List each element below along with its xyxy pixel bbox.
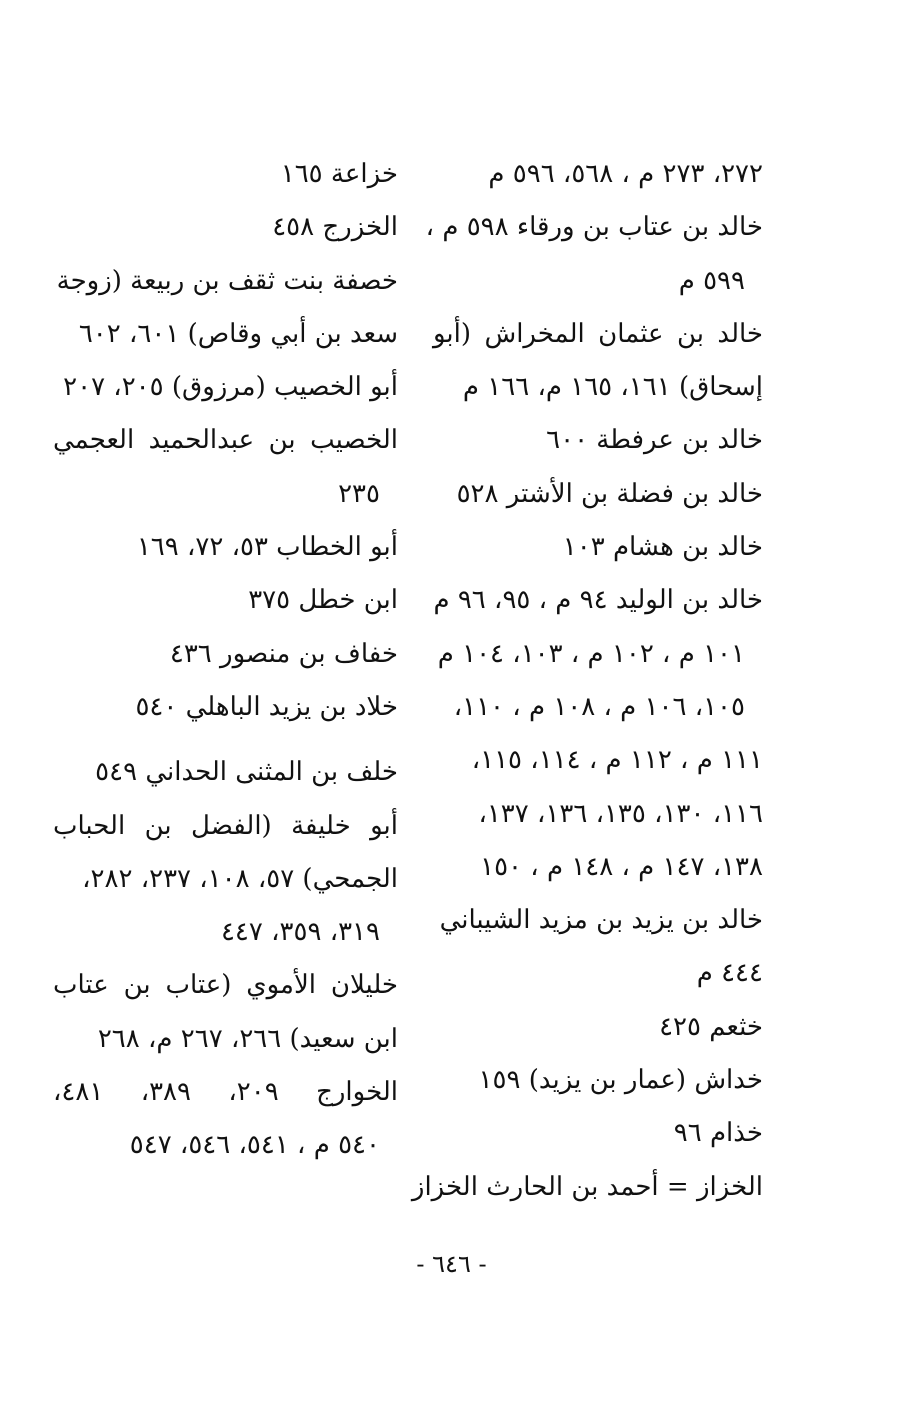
- index-line: الخزاز = أحمد بن الحارث الخزاز: [411, 1171, 763, 1202]
- index-line: خصفة بنت ثقف بن ربيعة (زوجة: [56, 265, 398, 296]
- index-line: الخزرج ٤٥٨: [272, 212, 398, 243]
- index-line: خالد بن هشام ١٠٣: [562, 532, 763, 563]
- index-line: الخصيب بن عبدالحميد العجمي: [53, 425, 398, 456]
- page-number: - ٦٤٦ -: [416, 1250, 487, 1278]
- index-line: خالد بن فضلة بن الأشتر ٥٢٨: [456, 478, 763, 509]
- index-line: ابن خطل ٣٧٥: [248, 585, 398, 616]
- index-line: ٢٣٥: [338, 478, 380, 509]
- index-line: ١١٦، ١٣٠، ١٣٥، ١٣٦، ١٣٧،: [478, 798, 763, 829]
- index-line: خلف بن المثنى الحداني ٥٤٩: [95, 757, 398, 788]
- index-line: إسحاق) ١٦١، ١٦٥ م، ١٦٦ م: [462, 372, 763, 403]
- index-line: خالد بن يزيد بن مزيد الشيباني: [439, 905, 763, 936]
- index-line: خفاف بن منصور ٤٣٦: [169, 638, 398, 669]
- index-line: خالد بن عتاب بن ورقاء ٥٩٨ م ،: [425, 212, 763, 243]
- index-line: خالد بن عرفطة ٦٠٠: [546, 425, 763, 456]
- index-column-left: [53, 148, 398, 1173]
- index-line: أبو الخصيب (مرزوق) ٢٠٥، ٢٠٧: [63, 372, 398, 403]
- index-line: خثعم ٤٢٥: [659, 1011, 763, 1042]
- index-line: خزاعة ١٦٥: [280, 159, 398, 189]
- index-line: خداش (عمار بن يزيد) ١٥٩: [478, 1065, 763, 1096]
- index-line: ٢٧٢، ٢٧٣ م ، ٥٦٨، ٥٩٦ م: [488, 159, 763, 189]
- index-line: خذام ٩٦: [673, 1118, 763, 1149]
- index-line: خلاد بن يزيد الباهلي ٥٤٠: [135, 691, 398, 722]
- index-line: سعد بن أبي وقاص) ٦٠١، ٦٠٢: [78, 318, 398, 349]
- index-line: ابن سعيد) ٢٦٦، ٢٦٧ م، ٢٦٨: [97, 1023, 398, 1054]
- index-line: الخوارج ٢٠٩، ٣٨٩، ٤٨١،: [53, 1077, 398, 1108]
- index-line: ١٠٥، ١٠٦ م ، ١٠٨ م ، ١١٠،: [453, 691, 745, 722]
- index-line: ٤٤٤ م: [696, 958, 763, 989]
- index-line: خالد بن عثمان المخراش (أبو: [433, 318, 763, 349]
- index-line: ٥٩٩ م: [678, 265, 745, 296]
- index-line: ٣١٩، ٣٥٩، ٤٤٧: [220, 917, 380, 948]
- index-line: أبو خليفة (الفضل بن الحباب: [53, 810, 398, 841]
- index-line: ١٠١ م ، ١٠٢ م ، ١٠٣، ١٠٤ م: [437, 638, 745, 669]
- index-line: ١٣٨، ١٤٧ م ، ١٤٨ م ، ١٥٠: [480, 851, 763, 882]
- index-line: خالد بن الوليد ٩٤ م ، ٩٥، ٩٦ م: [433, 585, 763, 616]
- index-line: ٥٤٠ م ، ٥٤١، ٥٤٦، ٥٤٧: [129, 1130, 380, 1161]
- index-column-right: [411, 148, 763, 1214]
- index-line: ١١١ م ، ١١٢ م ، ١١٤، ١١٥،: [471, 745, 763, 776]
- index-line: الجمحي) ٥٧، ١٠٨، ٢٣٧، ٢٨٢،: [82, 863, 398, 894]
- index-line: أبو الخطاب ٥٣، ٧٢، ١٦٩: [136, 532, 398, 563]
- index-line: خليلان الأموي (عتاب بن عتاب: [53, 970, 398, 1001]
